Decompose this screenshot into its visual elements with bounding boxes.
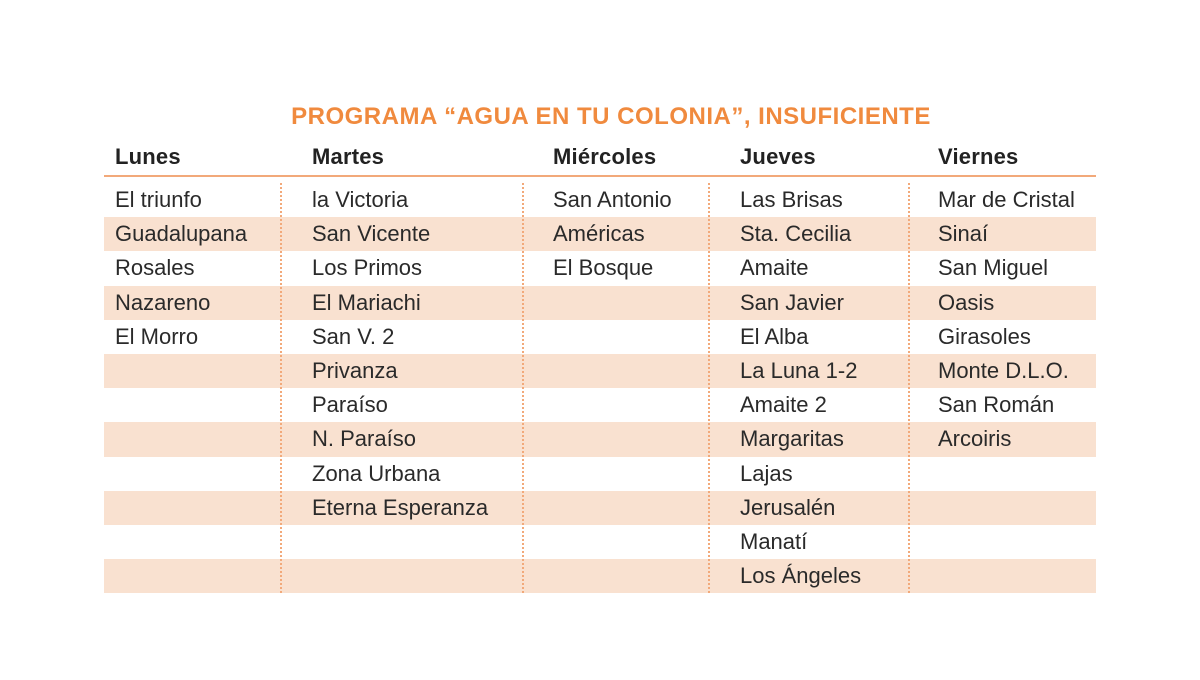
cell-lunes <box>104 354 302 388</box>
cell-lunes <box>104 422 302 456</box>
cell-miercoles <box>544 354 730 388</box>
cell-jueves: Lajas <box>740 460 793 486</box>
cell-miercoles <box>544 286 730 320</box>
cell-martes <box>302 559 544 593</box>
header-lunes: Lunes <box>115 144 181 169</box>
cell-lunes <box>104 388 302 422</box>
table-row <box>104 491 1096 525</box>
cell-miercoles <box>544 457 730 491</box>
cell-miercoles <box>544 422 730 456</box>
cell-martes: N. Paraíso <box>312 426 416 452</box>
cell-lunes <box>104 525 302 559</box>
table-row <box>104 388 1096 422</box>
column-separator <box>708 183 710 593</box>
cell-viernes: San Román <box>938 392 1055 418</box>
cell-viernes <box>928 559 1096 593</box>
header-miercoles: Miércoles <box>553 144 657 169</box>
table-row <box>104 354 1096 388</box>
cell-martes: El Mariachi <box>312 289 421 315</box>
cell-viernes: San Miguel <box>938 255 1049 281</box>
cell-martes: San V. 2 <box>312 323 395 349</box>
cell-miercoles <box>544 320 730 354</box>
cell-lunes: El Morro <box>115 323 199 349</box>
schedule-table <box>104 140 1096 593</box>
cell-jueves: Amaite <box>740 255 809 281</box>
cell-lunes: Nazareno <box>115 289 211 315</box>
cell-lunes <box>104 559 302 593</box>
cell-miercoles <box>544 491 730 525</box>
cell-miercoles <box>544 525 730 559</box>
cell-miercoles: El Bosque <box>553 255 654 281</box>
cell-jueves: Margaritas <box>740 426 844 452</box>
table-row <box>104 422 1096 456</box>
cell-miercoles: Américas <box>553 221 645 247</box>
cell-jueves: San Javier <box>740 289 844 315</box>
cell-viernes <box>928 457 1096 491</box>
column-separator <box>522 183 524 593</box>
cell-lunes <box>104 491 302 525</box>
cell-viernes: Oasis <box>938 289 995 315</box>
cell-jueves: Manatí <box>740 528 808 554</box>
cell-viernes: Arcoiris <box>938 426 1012 452</box>
cell-martes: Los Primos <box>312 255 423 281</box>
table-row <box>104 251 1096 285</box>
cell-lunes: Guadalupana <box>115 221 248 247</box>
cell-jueves: Las Brisas <box>740 187 843 212</box>
cell-viernes: Monte D.L.O. <box>938 357 1069 383</box>
header-jueves: Jueves <box>740 144 816 169</box>
cell-miercoles: San Antonio <box>553 187 672 212</box>
cell-viernes <box>928 491 1096 525</box>
table-row <box>104 286 1096 320</box>
cell-jueves: Amaite 2 <box>740 392 827 418</box>
header-martes: Martes <box>312 144 385 169</box>
table-row <box>104 217 1096 251</box>
cell-martes: San Vicente <box>312 221 431 247</box>
cell-miercoles <box>544 388 730 422</box>
table-row <box>104 183 1096 217</box>
cell-martes: Eterna Esperanza <box>312 494 489 520</box>
cell-jueves: La Luna 1-2 <box>740 357 858 383</box>
table-row <box>104 525 1096 559</box>
cell-jueves: Sta. Cecilia <box>740 221 852 247</box>
cell-viernes: Mar de Cristal <box>938 187 1075 212</box>
cell-martes: Privanza <box>312 357 398 383</box>
cell-jueves: El Alba <box>740 323 809 349</box>
table-title: PROGRAMA “AGUA EN TU COLONIA”, INSUFICIENTE <box>291 103 931 130</box>
table-row <box>104 559 1096 593</box>
table-row <box>104 320 1096 354</box>
table-row <box>104 457 1096 491</box>
table-header-row <box>104 140 1096 177</box>
cell-martes <box>302 525 544 559</box>
cell-jueves: Jerusalén <box>740 494 836 520</box>
cell-lunes: Rosales <box>115 255 195 281</box>
cell-martes: la Victoria <box>312 187 409 212</box>
cell-martes: Zona Urbana <box>312 460 441 486</box>
header-viernes: Viernes <box>938 144 1019 169</box>
column-separator <box>280 183 282 593</box>
column-separator <box>908 183 910 593</box>
cell-viernes: Sinaí <box>938 221 989 247</box>
table-body <box>104 183 1096 593</box>
cell-lunes <box>104 457 302 491</box>
cell-martes: Paraíso <box>312 392 388 418</box>
cell-viernes: Girasoles <box>938 323 1031 349</box>
cell-miercoles <box>544 559 730 593</box>
cell-jueves: Los Ángeles <box>740 563 862 589</box>
cell-lunes: El triunfo <box>115 187 202 212</box>
cell-viernes <box>928 525 1096 559</box>
